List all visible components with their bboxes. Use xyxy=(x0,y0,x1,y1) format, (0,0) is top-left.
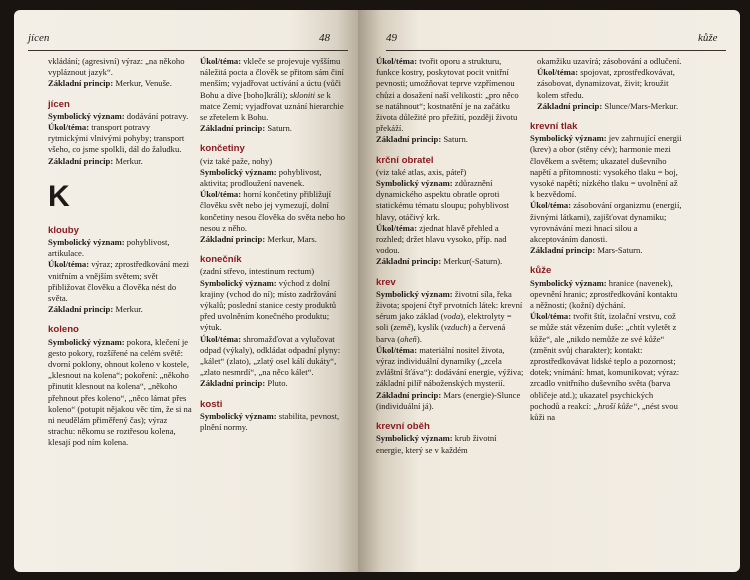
continued-task: Úkol/téma: vkleče se projevuje vyššímu náležitá pocta a člověk se přitom sám činí menším; vyjadřovat uctívání a úctu (vůči Bohu a díve [boho]králi); skloniti se k matce Zemi; vyjadřovat uznání hierarchie se zřetelem k Bohu. xyxy=(200,56,344,123)
left-column-1 xyxy=(48,56,192,449)
left-column-2 xyxy=(200,56,346,433)
entry-koncetiny-symbol: Symbolický význam: pohyblivost, aktivita; prodloužení navenek. xyxy=(200,166,322,189)
entry-title-kuze: kůže xyxy=(530,265,552,277)
principle-line: Základní princip: Saturn. xyxy=(376,134,468,145)
entry-title-jicen: jícen xyxy=(48,98,70,110)
entry-title-klouby: klouby xyxy=(48,224,79,236)
left-page xyxy=(14,10,358,572)
continued-text: vkládání; (agresivní) výraz: „na někoho vypláznout jazyk“. xyxy=(48,56,185,78)
entry-krev-task: Úkol/téma: materiální nositel života, výraz individuální dynamiky („zcela zvláštní šťáva“): dodávání energie, výživa; základní pilíř náboženských mysterií. xyxy=(376,344,524,389)
page-number: 49 xyxy=(386,32,397,44)
continued-task: Úkol/téma: tvořit oporu a strukturu, funkce kostry, poskytovat pocit vnitřní pevnosti; umožňovat teprve vzpřímenou chůzi a dosažení naší velikosti: „pro něco se natáhnout“; kostnatění je na začátku života důležité pro přežití, později životu překáží. xyxy=(376,56,519,134)
running-header-word: jícen xyxy=(28,32,50,44)
entry-krevni-tlak-principle: Základní princip: Mars-Saturn. xyxy=(530,245,643,256)
entry-title-krcni-obratel: krční obratel xyxy=(376,154,434,166)
entry-konecnik-task: Úkol/téma: shromažďovat a vylučovat odpad (výkaly), odkládat odpadní plyny: „kálet“ (zlato), „zlatý osel kálí dukáty“, „zlato nesmrdí“, „na něco kálet“. xyxy=(200,333,341,378)
entry-krcni-obratel-principle: Základní princip: Merkur(-Saturn). xyxy=(376,256,503,267)
entry-krevni-obeh-symbol: Symbolický význam: krub životní energie, který se v každém xyxy=(376,433,497,455)
entry-krcni-obratel-task: Úkol/téma: zjednat hlavě přehled a rozhled; držet hlavu vysoko, příp. nad vodou. xyxy=(376,222,507,256)
entry-konecnik-symbol: Symbolický význam: východ z dolní krajiny (vchod do ní); místo zadržování výkalů; poslední stanice cesty produktů před uvolněním konečného produktu; výtuk. xyxy=(200,277,337,333)
principle-line: Základní princip: Slunce/Mars-Merkur. xyxy=(537,100,679,111)
entry-jicen-symbol: Symbolický význam: dodávání potravy. xyxy=(48,110,189,121)
right-page xyxy=(358,10,740,572)
entry-koncetiny-task: Úkol/téma: horní končetiny přibližují člověku svět nebo jej vymezují, dolní končetiny nesou člověka do světa nebo ho nesou z něho. xyxy=(200,189,346,233)
entry-kuze-task: Úkol/téma: tvořit štít, izolační vrstvu, což se může stát vězením duše: „chtít vyletět z kůže“, ale „nikdo nemůže ze své kůže“ (změnit svůj charakter); kontakt: zprostředkovávat lidské teplo a pozornost; dotek; vnímání: hmat, komunikovat; výraz: zrcadlo vnitřního duševního světa (barva obličeje atd.); ukazatel psychických pochodů a reakcí: „hroší kůže“, „nést svou kůži na xyxy=(530,311,680,423)
entry-title-krevni-obeh: krevní oběh xyxy=(376,421,430,433)
entry-konecnik-principle: Základní princip: Pluto. xyxy=(200,378,288,389)
entry-krev-principle: Základní princip: Mars (energie)-Slunce (individuální já). xyxy=(376,389,521,411)
header-rule xyxy=(386,50,726,51)
entry-title-koleno: koleno xyxy=(48,324,79,336)
section-letter: K xyxy=(48,179,70,213)
principle-line: Základní princip: Saturn. xyxy=(200,123,292,134)
entry-title-konecnik: konečník xyxy=(200,254,242,266)
entry-jicen-principle: Základní princip: Merkur. xyxy=(48,155,143,166)
header-rule xyxy=(28,50,348,51)
entry-kosti-symbol: Symbolický význam: stabilita, pevnost, plnění normy. xyxy=(200,410,340,433)
entry-title-krevni-tlak: krevní tlak xyxy=(530,121,578,133)
entry-koleno-symbol: Symbolický význam: pokora, klečení je gesto pokory, rozšířené na celém světě: dvorní poklony, ohnout koleno v kostele, „klesnout na kolena“; pokoření: „někoho přinutit klesnout na kolena“, „někoho přehnout přes koleno“, „něco lámat přes koleno“ (potupit nějakou věc tím, že si na ni neudělám přiměřený čas); výraz strachu: někomu se roztřesou kolena, klesají pod ním kolena. xyxy=(48,336,192,448)
entry-klouby-principle: Základní princip: Merkur. xyxy=(48,304,143,315)
entry-title-krev: krev xyxy=(376,276,396,288)
entry-krcni-obratel-note: (viz také atlas, axis, páteř) xyxy=(376,166,467,177)
right-column-1 xyxy=(376,56,524,456)
entry-jicen-task: Úkol/téma: transport potravy rytmickými vlnivými pohyby; transport všeho, co jsme spolkli, dál do žaludku. xyxy=(48,122,185,155)
entry-konecnik-note: (zadní střevo, intestinum rectum) xyxy=(200,266,315,277)
entry-kuze-symbol: Symbolický význam: hranice (navenek), opevnění hranic; zprostředkování kontaktu a něžnosti; (kožní) dýchání. xyxy=(530,277,678,311)
continued-task: Úkol/téma: spojovat, zprostředkovávat, zásobovat, dynamizovat, živit; kroužit kolem středu. xyxy=(537,67,675,100)
continued-text: okamžiku uzavírá; zásobování a odlučení. xyxy=(537,56,682,66)
principle-line: Základní princip: Merkur, Venuše. xyxy=(48,78,172,89)
page-number: 48 xyxy=(319,32,330,44)
entry-krcni-obratel-symbol: Symbolický význam: zdůraznění dynamického aspektu obratle oproti statickému tématu sloupu; pohyblivost hlavy, otáčivý krk. xyxy=(376,178,509,222)
entry-koncetiny-note: (viz také paže, nohy) xyxy=(200,155,273,166)
entry-krev-symbol: Symbolický význam: životní síla, řeka života; spojení čtyř prvotních látek: krevní sérum jako základ (voda), elektrolyty = soli (země), kyslík (vzduch) a červená barva (oheň). xyxy=(376,288,523,344)
entry-krevni-tlak-symbol: Symbolický význam: jev zahrnující energii (krev) a obor (stěny cév); harmonie mezi člověkem a světem; ukazatel duševního napětí a přítomnosti: vysokého tlaku = boj, vysoké napětí; nízkého tlaku = uvolnění až k bezvědomí. xyxy=(530,133,682,200)
entry-krevni-tlak-task: Úkol/téma: zásobování organizmu (energií, živnými látkami), zajišťovat dynamiku; vyrovnávání mezi hnací silou a akceptováním danosti. xyxy=(530,200,682,245)
entry-koncetiny-principle: Základní princip: Merkur, Mars. xyxy=(200,234,317,245)
right-column-2 xyxy=(530,56,682,423)
entry-klouby-task: Úkol/téma: výraz; zprostředkování mezi vnitřním a vnějším světem; svět přibližovat člověku a člověka nést do světa. xyxy=(48,259,190,304)
running-header-word: kůže xyxy=(698,32,718,44)
entry-klouby-symbol: Symbolický význam: pohyblivost, artikulace. xyxy=(48,237,170,259)
entry-title-kosti: kosti xyxy=(200,398,223,410)
entry-title-koncetiny: končetiny xyxy=(200,143,245,155)
